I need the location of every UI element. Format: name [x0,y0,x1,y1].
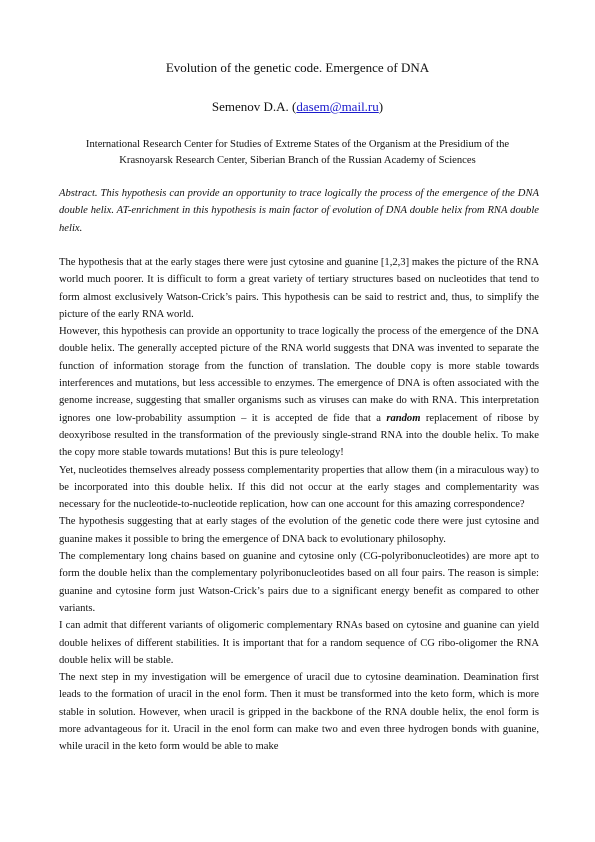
paragraph-7: The next step in my investigation will be emergence of uracil due to cytosine deamination. Deamination first leads to the formation of uracil in the enol form. Then it must be transformed into the keto form, which is more stable in solution. However, when uracil is gripped in the backbone of the RNA double helix, the enol form is more advantageous for it. Uracil in the enol form can make two and even three hydrogen bonds with guanine, while uracil in the keto form would be able to make [59,672,539,753]
paragraph-1: The hypothesis that at the early stages there were just cytosine and guanine [1,2,3] makes the picture of the RNA world much poorer. It is difficult to form a great variety of tertiary structures based on nucleotides that tend to form almost exclusively Watson-Crick’s pairs. This hypothesis can be said to restrict and, thus, to simplify the picture of the early RNA world. [59,257,539,320]
emphasis-random: random [386,412,421,424]
author-name: Semenov D.A. ( [211,99,297,114]
author-line [0,99,595,115]
paragraph-2-part-2: replacement of ribose by deoxyribose resulted in the transformation of the previously single-strand RNA into the double helix. To make the copy more stable towards mutations! But this is pure teleology! [59,412,539,459]
paragraph-2 [59,323,539,461]
paragraph-3: Yet, nucleotides themselves already possess complementarity properties that allow them (in a miraculous way) to be incorporated into this double helix. If this did not occur at the early stages and complementarity was necessary for the nucleotide-to-nucleotide replication, how can one account for this amazing correspondence? [59,464,539,511]
body-text [59,254,539,756]
author-email-link[interactable]: dasem@mail.ru [296,99,379,114]
paragraph-2-part-1: However, this hypothesis can provide an opportunity to trace logically the process of the emergence of the DNA double helix. The generally accepted picture of the RNA world suggests that DNA was invented to separate the function of information storage from the function of translation. The double copy is more stable towards interferences and mutations, but less accessible to enzymes. The emergence of DNA is often associated with the genome increase, suggesting that smaller organisms such as viruses can make do with RNA. This interpretation ignores one low-probability assumption – it is accepted de fide that a [59,326,539,424]
abstract: Abstract. This hypothesis can provide an opportunity to trace logically the process of the emergence of the DNA double helix. AT-enrichment in this hypothesis is main factor of evolution of DNA double helix from RNA double helix. [59,188,539,234]
paragraph-5: The complementary long chains based on guanine and cytosine only (CG-polyribonucleotides) are more apt to form the double helix than the complementary polyribonucleotides based on all four pairs. The reason is simple: guanine and cytosine form just Watson-Crick’s pairs due to a significant energy benefit as compared to other variants. [59,551,539,614]
paper-title: Evolution of the genetic code. Emergence of DNA [165,60,430,75]
affiliation: International Research Center for Studies of Extreme States of the Organism at the Presidium of the Krasnoyarsk Research Center, Siberian Branch of the Russian Academy of Sciences [85,139,510,166]
paragraph-6: I can admit that different variants of oligomeric complementary RNAs based on cytosine and guanine can yield double helixes of different stabilities. It is important that for a random sequence of CG ribo-oligomer the RNA double helix will be stable. [59,620,539,666]
paragraph-4: The hypothesis suggesting that at early stages of the evolution of the genetic code there were just cytosine and guanine makes it possible to bring the emergence of DNA back to evolutionary philosophy. [59,516,539,545]
author-close-paren: ) [378,99,384,114]
